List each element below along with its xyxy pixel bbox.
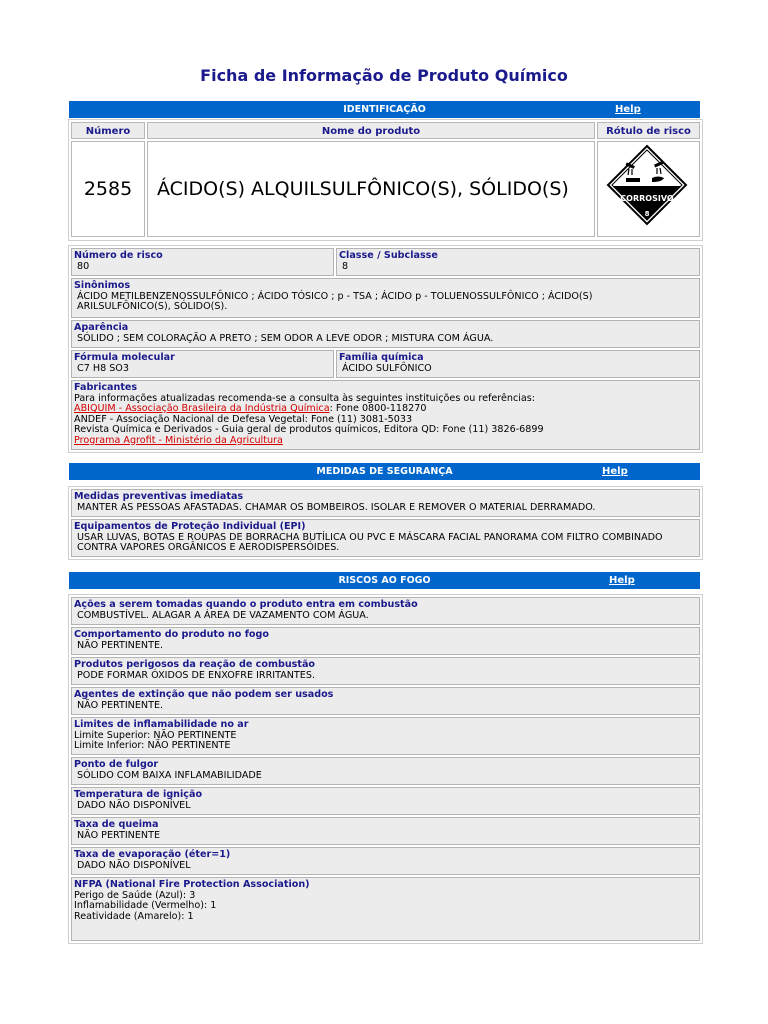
safety-measures-box — [68, 486, 703, 560]
field-label: Aparência — [74, 322, 129, 333]
fire-risks-box — [68, 594, 703, 944]
field-value: SÓLIDO COM BAIXA INFLAMABILIDADE — [77, 769, 262, 781]
field-flammability-limits — [71, 717, 700, 755]
section-header-seguranca — [69, 463, 700, 480]
section-header-identificacao — [69, 101, 700, 118]
abiquim-phone: : Fone 0800-118270 — [329, 403, 427, 414]
field-value: 80 — [77, 260, 90, 272]
placard-text: CORROSIVO — [620, 194, 674, 203]
section-title: MEDIDAS DE SEGURANÇA — [316, 466, 453, 477]
field-label: Taxa de queima — [74, 819, 159, 830]
field-value: NÃO PERTINENTE. — [77, 699, 164, 711]
field-chemical-family — [336, 350, 700, 378]
field-flash-point — [71, 757, 700, 785]
field-immediate-measures — [71, 489, 700, 517]
field-label: Limites de inflamabilidade no ar — [74, 719, 249, 730]
field-value: SÓLIDO ; SEM COLORAÇÃO A PRETO ; SEM ODOR A LEVE ODOR ; MISTURA COM ÁGUA. — [77, 332, 494, 344]
field-value: PODE FORMAR ÓXIDOS DE ENXOFRE IRRITANTES. — [77, 669, 315, 681]
section-title: IDENTIFICAÇÃO — [343, 104, 426, 115]
agrofit-row — [74, 436, 699, 447]
field-value: NÃO PERTINENTE — [77, 829, 161, 841]
corrosive-placard-icon — [606, 144, 688, 226]
manufacturers-intro: Para informações atualizadas recomenda-se a consulta às seguintes instituições ou referências: — [74, 392, 536, 404]
field-manufacturers — [71, 380, 700, 450]
field-label: Fórmula molecular — [74, 352, 175, 363]
field-label: Número de risco — [74, 250, 163, 261]
field-epi — [71, 519, 700, 557]
field-label: Classe / Subclasse — [339, 250, 438, 261]
field-value: DADO NÃO DISPONÍVEL — [77, 859, 191, 871]
product-name: ÁCIDO(S) ALQUILSULFÔNICO(S), SÓLIDO(S) — [147, 141, 595, 237]
help-link[interactable]: Help — [609, 575, 635, 586]
product-details-box — [68, 245, 703, 453]
field-appearance — [71, 320, 700, 348]
field-combustion-products — [71, 657, 700, 685]
field-label: NFPA (National Fire Protection Association) — [74, 879, 310, 890]
field-label: Ponto de fulgor — [74, 759, 159, 770]
field-label: Família química — [339, 352, 424, 363]
abiquim-link[interactable]: ABIQUIM - Associação Brasileira da Indústria Química — [74, 403, 330, 414]
field-value: ÁCIDO SULFÔNICO — [342, 362, 432, 374]
field-label: Taxa de evaporação (éter=1) — [74, 849, 231, 860]
field-burn-rate — [71, 817, 700, 845]
field-label: Agentes de extinção que não podem ser usados — [74, 689, 334, 700]
page-title: Ficha de Informação de Produto Químico — [200, 66, 568, 85]
field-label: Ações a serem tomadas quando o produto entra em combustão — [74, 599, 418, 610]
column-header-risk-label: Rótulo de risco — [597, 122, 700, 139]
column-header-product-name: Nome do produto — [147, 122, 595, 139]
field-value: Perigo de Saúde (Azul): 3 Inflamabilidade (Vermelho): 1 Reatividade (Amarelo): 1 — [74, 889, 217, 922]
field-label: Equipamentos de Proteção Individual (EPI) — [74, 521, 306, 532]
field-label: Produtos perigosos da reação de combustão — [74, 659, 316, 670]
section-title: RISCOS AO FOGO — [338, 575, 431, 586]
field-value: NÃO PERTINENTE. — [77, 639, 164, 651]
help-link[interactable]: Help — [602, 466, 628, 477]
help-link[interactable]: Help — [615, 104, 641, 115]
section-header-fogo — [69, 572, 700, 589]
agrofit-link[interactable]: Programa Agrofit - Ministério da Agricultura — [74, 434, 283, 446]
field-value: Limite Superior: NÃO PERTINENTE Limite Inferior: NÃO PERTINENTE — [74, 729, 237, 751]
column-header-onu: Número — [71, 122, 145, 139]
andef-text: ANDEF - Associação Nacional de Defesa Vegetal: Fone (11) 3081-5033 — [74, 413, 413, 425]
field-label: Fabricantes — [74, 382, 138, 393]
revista-text: Revista Química e Derivados - Guia geral de produtos químicos, Editora QD: Fone (11) 3826-6899 — [74, 424, 544, 435]
field-fire-behavior — [71, 627, 700, 655]
field-molecular-formula — [71, 350, 334, 378]
field-ignition-temperature — [71, 787, 700, 815]
field-label: Medidas preventivas imediatas — [74, 491, 244, 502]
field-extinguishing-agents — [71, 687, 700, 715]
field-nfpa — [71, 877, 700, 941]
placard-class: 8 — [644, 210, 650, 218]
field-value: COMBUSTÍVEL. ALAGAR A ÁREA DE VAZAMENTO COM ÁGUA. — [77, 609, 369, 621]
field-label: Temperatura de ignição — [74, 789, 203, 800]
field-label: Comportamento do produto no fogo — [74, 629, 269, 640]
field-value: DADO NÃO DISPONÍVEL — [77, 799, 191, 811]
onu-number: 2585 — [71, 141, 145, 237]
field-label: Sinônimos — [74, 280, 131, 291]
field-value: ÁCIDO METILBENZENOSSULFÔNICO ; ÁCIDO TÓSICO ; p - TSA ; ÁCIDO p - TOLUENOSSULFÔNICO ; ÁCIDO(S) ARILSULFÔNICO(S), SÓLIDO(S). — [77, 290, 593, 312]
field-value: C7 H8 SO3 — [77, 362, 129, 374]
field-value: USAR LUVAS, BOTAS E ROUPAS DE BORRACHA BUTÍLICA OU PVC E MÁSCARA FACIAL PANORAMA COM FILTRO COMBINADO CONTRA VAPORES ORGÂNICOS E AERODISPERSÓIDES. — [77, 531, 663, 553]
field-risk-number — [71, 248, 334, 276]
abiquim-row — [74, 404, 699, 415]
field-evaporation-rate — [71, 847, 700, 875]
field-value: 8 — [342, 260, 349, 272]
field-value: MANTER AS PESSOAS AFASTADAS. CHAMAR OS BOMBEIROS. ISOLAR E REMOVER O MATERIAL DERRAMADO. — [77, 501, 596, 513]
field-synonyms — [71, 278, 700, 318]
field-class — [336, 248, 700, 276]
field-combustion-actions — [71, 597, 700, 625]
